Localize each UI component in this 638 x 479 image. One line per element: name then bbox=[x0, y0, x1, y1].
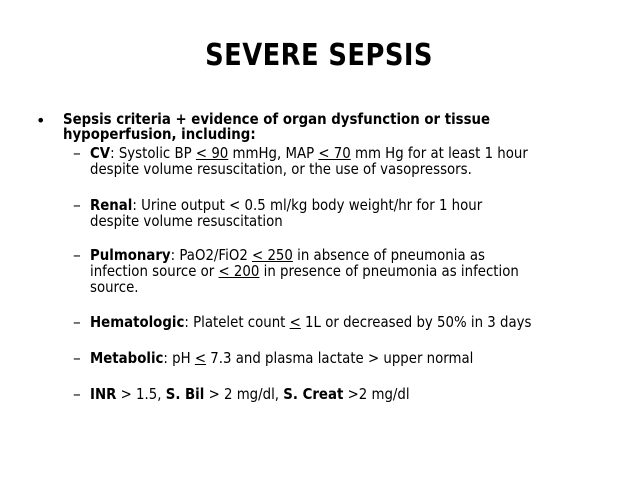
cv-label: CV bbox=[90, 144, 111, 162]
dash-icon: – bbox=[73, 196, 81, 214]
sub-item-hematologic-text bbox=[90, 314, 606, 330]
renal-text-line-2: despite volume resuscitation bbox=[90, 212, 283, 230]
slide-title: SEVERE SEPSIS bbox=[205, 38, 433, 73]
cv-text-a: : Systolic BP bbox=[110, 144, 196, 162]
metabolic-text-b: 7.3 and plasma lactate > upper normal bbox=[206, 349, 474, 367]
screat-label: S. Creat bbox=[283, 385, 344, 403]
renal-text-line-1: : Urine output < 0.5 ml/kg body weight/hr for 1 hour bbox=[132, 196, 483, 214]
bullet-dot-icon: • bbox=[36, 111, 46, 130]
cv-text-map: < 70 bbox=[318, 144, 351, 162]
sbil-value: > 2 mg/dl, bbox=[204, 385, 284, 403]
sub-item-renal-text bbox=[90, 197, 606, 229]
pulmonary-text-b: in absence of pneumonia as bbox=[292, 246, 485, 264]
dash-icon: – bbox=[73, 349, 81, 367]
dash-icon: – bbox=[73, 144, 81, 162]
main-bullet-line-1: Sepsis criteria + evidence of organ dysfunction or tissue bbox=[63, 110, 491, 128]
cv-text-sbp: < 90 bbox=[195, 144, 229, 162]
inr-label: INR bbox=[90, 385, 117, 403]
hematologic-text-b: 1L or decreased by 50% in 3 days bbox=[300, 313, 532, 331]
pulmonary-text-a: : PaO2/FiO2 bbox=[170, 246, 253, 264]
sub-item-metabolic-text bbox=[90, 350, 606, 366]
renal-label: Renal bbox=[90, 196, 133, 214]
sub-item-cv-text bbox=[90, 145, 606, 177]
screat-value: >2 mg/dl bbox=[343, 385, 410, 403]
main-bullet-text bbox=[63, 112, 493, 142]
sub-item-pulmonary-text bbox=[90, 247, 606, 295]
pulmonary-text-line-3: source. bbox=[90, 278, 139, 296]
hematologic-text-lt: < bbox=[289, 313, 301, 331]
inr-value: > 1.5, bbox=[116, 385, 166, 403]
hematologic-text-a: : Platelet count bbox=[184, 313, 290, 331]
pulmonary-text-200: < 200 bbox=[218, 262, 260, 280]
dash-icon: – bbox=[73, 313, 81, 331]
metabolic-label: Metabolic bbox=[90, 349, 164, 367]
dash-icon: – bbox=[73, 246, 81, 264]
pulmonary-text-250: < 250 bbox=[252, 246, 293, 264]
hematologic-label: Hematologic bbox=[90, 313, 185, 331]
pulmonary-label: Pulmonary bbox=[90, 246, 171, 264]
cv-text-c: mm Hg for at least 1 hour bbox=[350, 144, 528, 162]
cv-text-b: mmHg, MAP bbox=[228, 144, 319, 162]
cv-text-line-2: despite volume resuscitation, or the use of vasopressors. bbox=[90, 160, 472, 178]
pulmonary-text-d: in presence of pneumonia as infection bbox=[259, 262, 519, 280]
sbil-label: S. Bil bbox=[165, 385, 205, 403]
dash-icon: – bbox=[73, 385, 81, 403]
pulmonary-text-c: infection source or bbox=[90, 262, 219, 280]
metabolic-text-lt: < bbox=[194, 349, 207, 367]
metabolic-text-a: : pH bbox=[163, 349, 195, 367]
sub-item-labs-text bbox=[90, 386, 606, 402]
main-bullet-line-2: hypoperfusion, including: bbox=[63, 125, 256, 143]
